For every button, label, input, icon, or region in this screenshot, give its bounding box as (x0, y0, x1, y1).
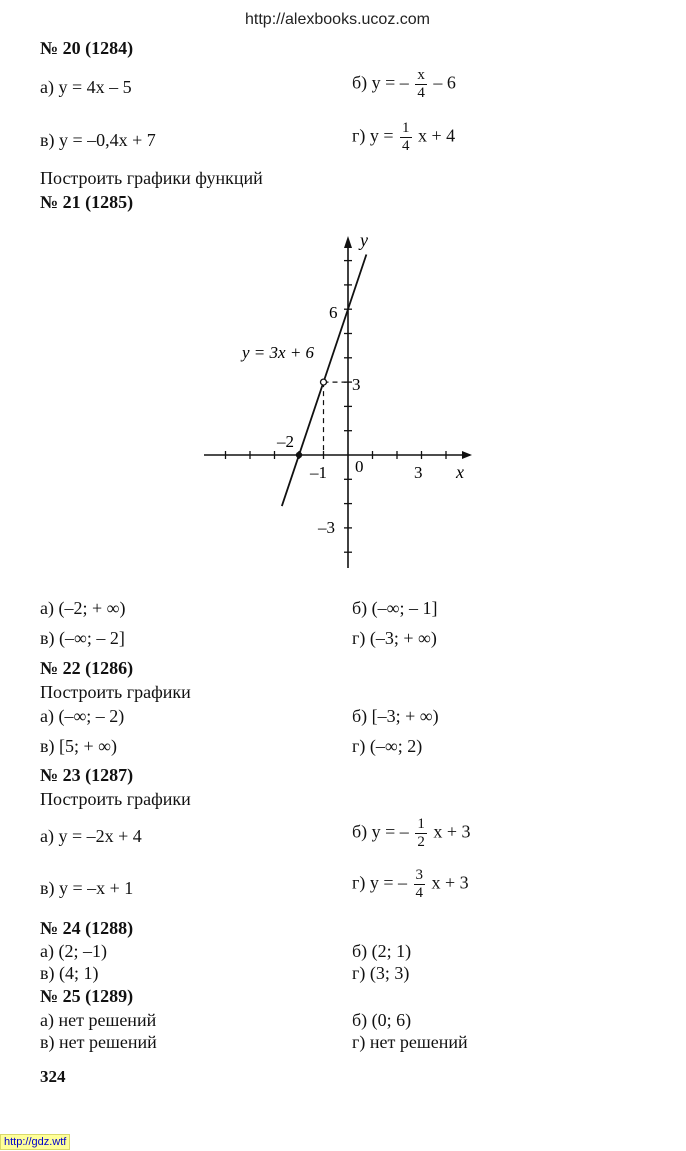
fraction-numerator: 3 (415, 867, 424, 883)
y-tick-label-6: 6 (329, 303, 338, 322)
exercise-22-v: в) [5; + ∞) (40, 736, 117, 756)
exercise-20-g-prefix: г) y = (352, 125, 394, 146)
exercise-23-v: в) y = –x + 1 (40, 878, 134, 898)
exercise-23-a: а) y = –2x + 4 (40, 826, 142, 846)
exercise-23-g (352, 868, 469, 901)
fraction-denominator: 2 (417, 834, 425, 850)
exercise-21-b: б) (–∞; – 1] (352, 598, 438, 618)
exercise-21-g: г) (–3; + ∞) (352, 628, 437, 648)
fraction-denominator: 4 (402, 138, 410, 154)
exercise-24-g: г) (3; 3) (352, 963, 410, 983)
fraction-denominator: 4 (417, 85, 425, 101)
exercise-22-a: а) (–∞; – 2) (40, 706, 125, 726)
exercise-22-caption: Построить графики (40, 682, 191, 702)
exercise-25-b: б) (0; 6) (352, 1010, 412, 1030)
x-axis-arrow-icon (462, 451, 472, 459)
exercise-20-g-fraction (400, 121, 412, 154)
exercise-23-b-prefix: б) y = – (352, 821, 409, 842)
y-axis-arrow-icon (344, 236, 352, 248)
exercise-20-b (352, 68, 456, 101)
exercise-20-v: в) y = –0,4x + 7 (40, 130, 156, 150)
exercise-23-header: № 23 (1287) (40, 765, 134, 785)
exercise-21-a: а) (–2; + ∞) (40, 598, 126, 618)
exercise-25-header: № 25 (1289) (40, 986, 134, 1006)
exercise-24-a: а) (2; –1) (40, 941, 107, 961)
fraction-numerator: 1 (402, 120, 410, 136)
gdz-link[interactable]: http://gdz.wtf (0, 1134, 70, 1150)
exercise-23-b-suffix: x + 3 (433, 821, 471, 842)
exercise-20-g-suffix: x + 4 (418, 125, 456, 146)
exercise-20-b-fraction (415, 68, 427, 101)
exercise-25-a: а) нет решений (40, 1010, 157, 1030)
exercise-20-g (352, 121, 455, 154)
function-label: y = 3x + 6 (242, 343, 315, 362)
exercise-22-b: б) [–3; + ∞) (352, 706, 439, 726)
x-tick-label-0: 0 (355, 457, 364, 476)
exercise-20-b-suffix: – 6 (433, 72, 456, 93)
exercise-24-b: б) (2; 1) (352, 941, 412, 961)
exercise-20-a: а) y = 4x – 5 (40, 77, 132, 97)
y-tick-label-minus-3: –3 (318, 518, 335, 537)
exercise-20-b-prefix: б) y = – (352, 72, 409, 93)
x-tick-label-3: 3 (414, 463, 423, 482)
exercise-25-v: в) нет решений (40, 1032, 157, 1052)
exercise-20-caption: Построить графики функций (40, 168, 263, 188)
fraction-denominator: 4 (415, 885, 424, 901)
root-label-minus-2: –2 (277, 432, 294, 451)
exercise-21-v: в) (–∞; – 2] (40, 628, 125, 648)
exercise-21-header: № 21 (1285) (40, 192, 134, 212)
x-axis-label: x (456, 462, 464, 482)
point-root (296, 452, 302, 458)
exercise-22-g: г) (–∞; 2) (352, 736, 423, 756)
page-number: 324 (40, 1067, 66, 1086)
exercise-23-g-suffix: x + 3 (431, 872, 469, 893)
y-axis-label: y (360, 230, 368, 250)
exercise-25-g: г) нет решений (352, 1032, 468, 1052)
fraction-numerator: 1 (417, 816, 425, 832)
exercise-23-b-fraction (415, 817, 427, 850)
exercise-24-v: в) (4; 1) (40, 963, 99, 983)
exercise-23-g-fraction (414, 868, 426, 901)
fraction-numerator: x (417, 67, 425, 83)
site-url: http://alexbooks.ucoz.com (245, 11, 430, 28)
point-minus-one (321, 379, 327, 385)
exercise-23-caption: Построить графики (40, 789, 191, 809)
exercise-23-g-prefix: г) y = – (352, 872, 408, 893)
x-tick-label-minus-1: –1 (310, 463, 327, 482)
exercise-20-header: № 20 (1284) (40, 38, 134, 58)
y-tick-label-3: 3 (352, 375, 361, 394)
graph-y-3x-6 (195, 225, 485, 575)
exercise-24-header: № 24 (1288) (40, 918, 134, 938)
exercise-22-header: № 22 (1286) (40, 658, 134, 678)
exercise-23-b (352, 817, 470, 850)
